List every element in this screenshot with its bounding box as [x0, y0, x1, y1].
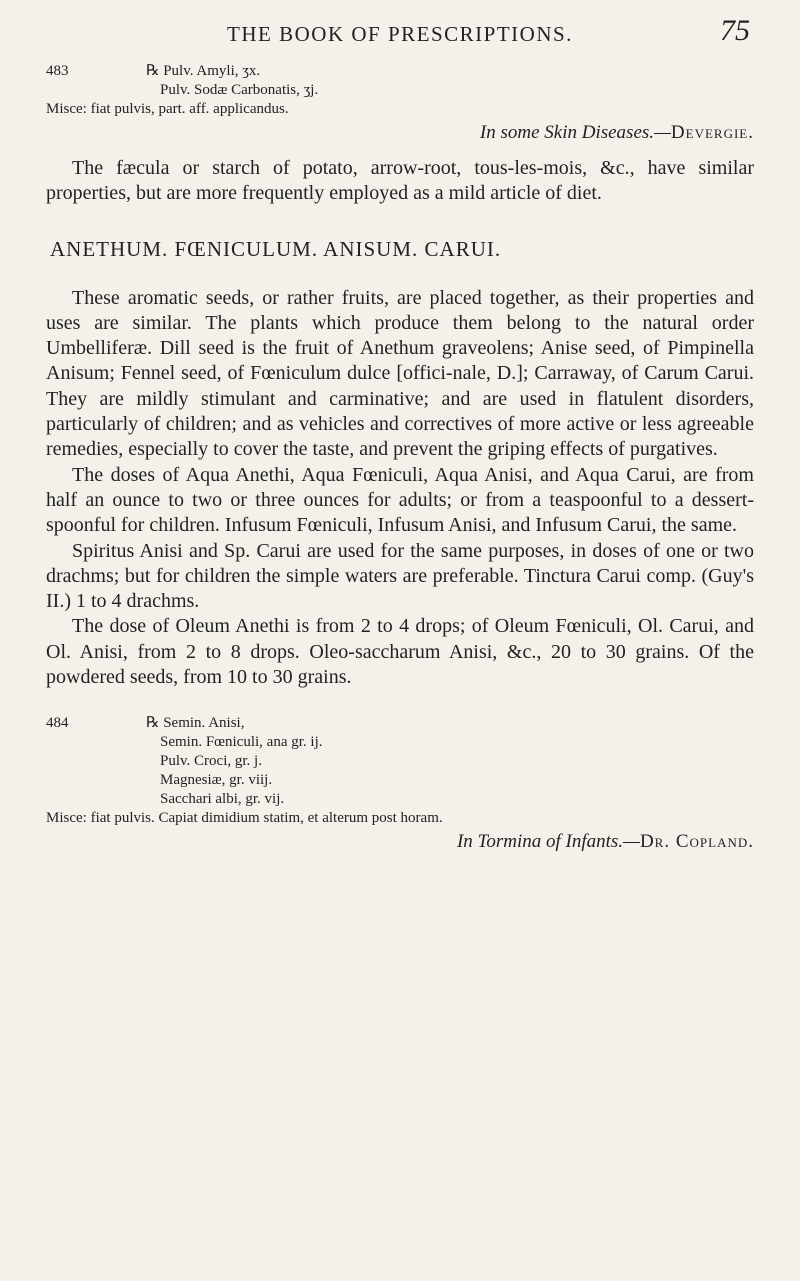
section-heading: ANETHUM. FŒNICULUM. ANISUM. CARUI.: [50, 236, 502, 261]
prescription-directions: Misce: fiat pulvis. Capiat dimidium statim, et alterum post horam.: [46, 810, 443, 827]
prescription-line: Sacchari albi, gr. vij.: [160, 791, 285, 808]
prescription-483: [46, 62, 754, 142]
body-paragraph: These aromatic seeds, or rather fruits, are placed together, as their properties and uses are similar. The plants which produce them belong to the natural order Umbelliferæ. Dill seed is the fruit of Anethum graveolens; Anise seed, of Pimpinella Anisum; Fennel seed, of Fœniculum dulce [offici-nale, D.]; Carraway, of Carum Carui. They are mildly stimulant and carminative; and are used in flatulent disorders, particularly of children; and as vehicles and correctives of more active or less agreeable remedies, especially to cover the taste, and prevent the griping effects of purgatives.: [46, 286, 754, 461]
body-paragraph: Spiritus Anisi and Sp. Carui are used for the same purposes, in doses of one or two drachms; but for children the simple waters are preferable. Tinctura Carui comp. (Guy's II.) 1 to 4 drachms.: [46, 539, 754, 613]
attribution-context: In some Skin Diseases.—: [479, 122, 671, 143]
running-header: [0, 10, 800, 50]
prescription-attribution: [46, 832, 754, 851]
attribution-author: Devergie.: [670, 122, 754, 143]
prescription-attribution: [46, 123, 754, 142]
prescription-line: Magnesiæ, gr. viij.: [160, 772, 273, 789]
prescription-line: Semin. Fœniculi, ana gr. ij.: [160, 734, 323, 751]
attribution-context: In Tormina of Infants.—: [456, 831, 640, 853]
body-paragraph: The dose of Oleum Anethi is from 2 to 4 drops; of Oleum Fœniculi, Ol. Carui, and Ol. Anisi, from 2 to 8 drops. Oleo-saccharum Anisi, &c., 20 to 30 grains. Of the powdered seeds, from 10 to 30 grains.: [46, 615, 754, 689]
running-title: THE BOOK OF PRESCRIPTIONS.: [227, 22, 573, 46]
prescription-line: Pulv. Croci, gr. j.: [160, 753, 262, 770]
prescription-line: Pulv. Sodæ Carbonatis, ʒj.: [160, 82, 319, 98]
attribution-author: Dr. Copland.: [639, 831, 754, 853]
page-number: 75: [720, 14, 750, 47]
body-paragraph: The doses of Aqua Anethi, Aqua Fœniculi, Aqua Anisi, and Aqua Carui, are from half an ounce to two or three ounces for adults; or from a teaspoonful to a dessert-spoonful for children. Infusum Fœniculi, Infusum Anisi, and Infusum Carui, the same.: [46, 463, 754, 537]
prescription-number: 483: [46, 63, 69, 79]
page-body: [46, 62, 754, 851]
prescription-number: 484: [46, 715, 69, 732]
prescription-directions: Misce: fiat pulvis, part. aff. applicandus.: [46, 101, 289, 117]
body-paragraph: The fæcula or starch of potato, arrow-root, tous-les-mois, &c., have similar properties, but are more frequently employed as a mild article of diet.: [46, 157, 754, 205]
prescription-line: ℞ Pulv. Amyli, ʒx.: [146, 63, 261, 79]
prescription-line: ℞ Semin. Anisi,: [146, 715, 245, 732]
prescription-484: [46, 714, 754, 851]
